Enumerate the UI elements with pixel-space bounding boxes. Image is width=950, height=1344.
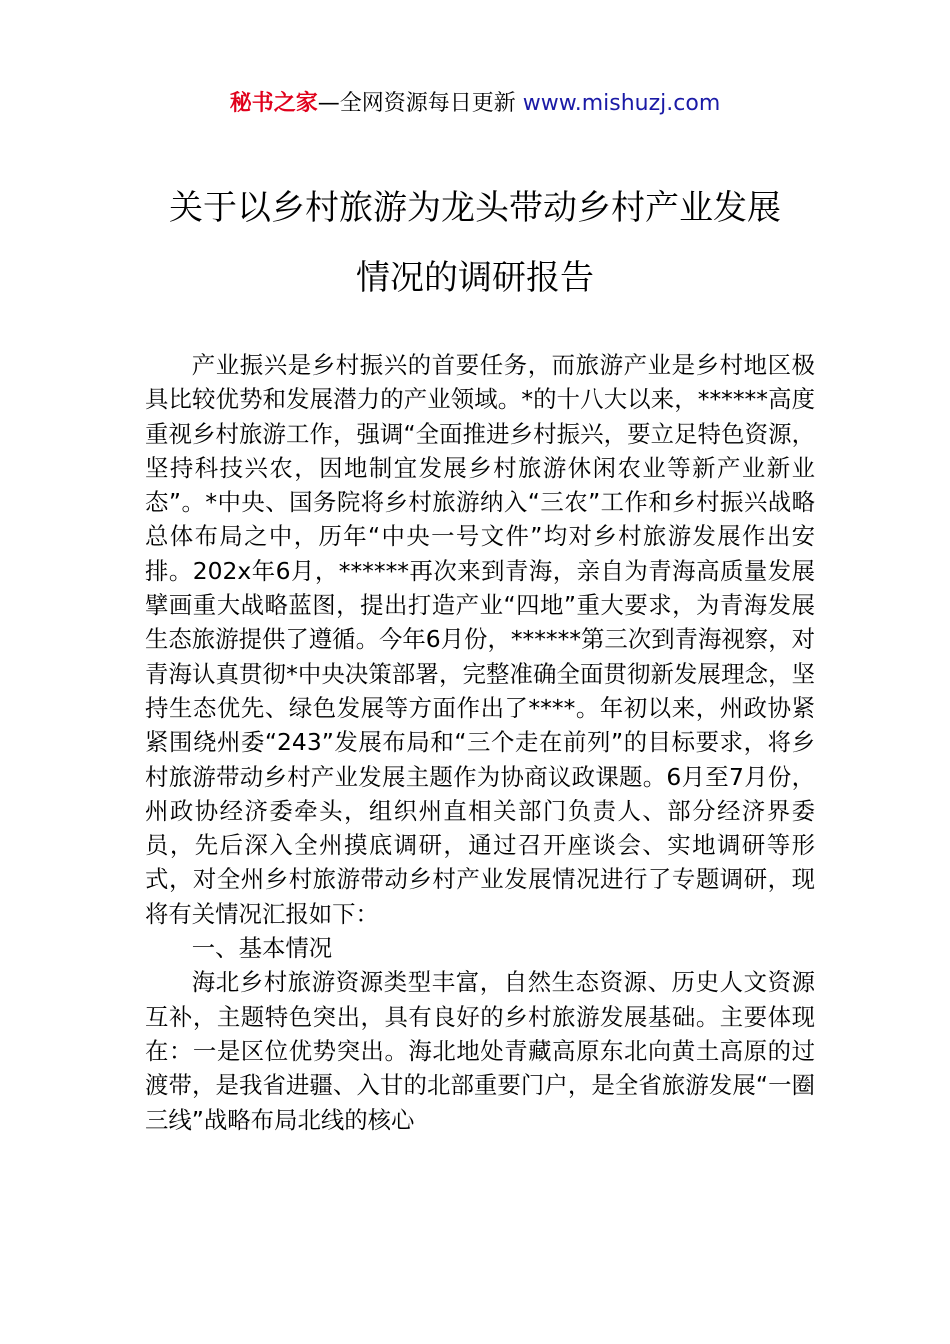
body-paragraph-basic-situation: 海北乡村旅游资源类型丰富，自然生态资源、历史人文资源互补，主题特色突出，具有良好的乡村旅游发展基础。主要体现在：一是区位优势突出。海北地处青藏高原东北向黄土高原的过渡带，是我省进疆、入甘的北部重要门户，是全省旅游发展“一圈三线”战略布局北线的核心 — [145, 968, 815, 1134]
body-paragraph-intro: 产业振兴是乡村振兴的首要任务，而旅游产业是乡村地区极具比较优势和发展潜力的产业领域。*的十八大以来，******高度重视乡村旅游工作，强调“全面推进乡村振兴，要立足特色资源，坚持科技兴农，因地制宜发展乡村旅游休闲农业等新产业新业态”。*中央、国务院将乡村旅游纳入“三农”工作和乡村振兴战略总体布局之中，历年“中央一号文件”均对乡村旅游发展作出安排。202x年6月，******再次来到青海，亲自为青海高质量发展擘画重大战略蓝图，提出打造产业“四地”重大要求，为青海发展生态旅游提供了遵循。今年6月份，******第三次到青海视察，对青海认真贯彻*中央决策部署，完整准确全面贯彻新发展理念，坚持生态优先、绿色发展等方面作出了****。年初以来，州政协紧紧围绕州委“243”发展布局和“三个走在前列”的目标要求，将乡村旅游带动乡村产业发展主题作为协商议政课题。6月至7月份，州政协经济委牵头，组织州直相关部门负责人、部分经济界委员，先后深入全州摸底调研，通过召开座谈会、实地调研等形式，对全州乡村旅游带动乡村产业发展情况进行了专题调研，现将有关情况汇报如下： — [145, 351, 815, 928]
document-title-line-1: 关于以乡村旅游为龙头带动乡村产业发展 — [169, 188, 781, 228]
header-url-link[interactable]: www.mishuzj.com — [522, 91, 721, 116]
document-title-line-2: 情况的调研报告 — [356, 258, 594, 298]
header-brand: 秘书之家 — [229, 91, 318, 116]
header-tagline: —全网资源每日更新 — [317, 91, 523, 116]
page-header — [0, 88, 950, 120]
section-heading-basic-situation: 一、基本情况 — [191, 934, 333, 963]
document-body — [145, 348, 815, 1137]
